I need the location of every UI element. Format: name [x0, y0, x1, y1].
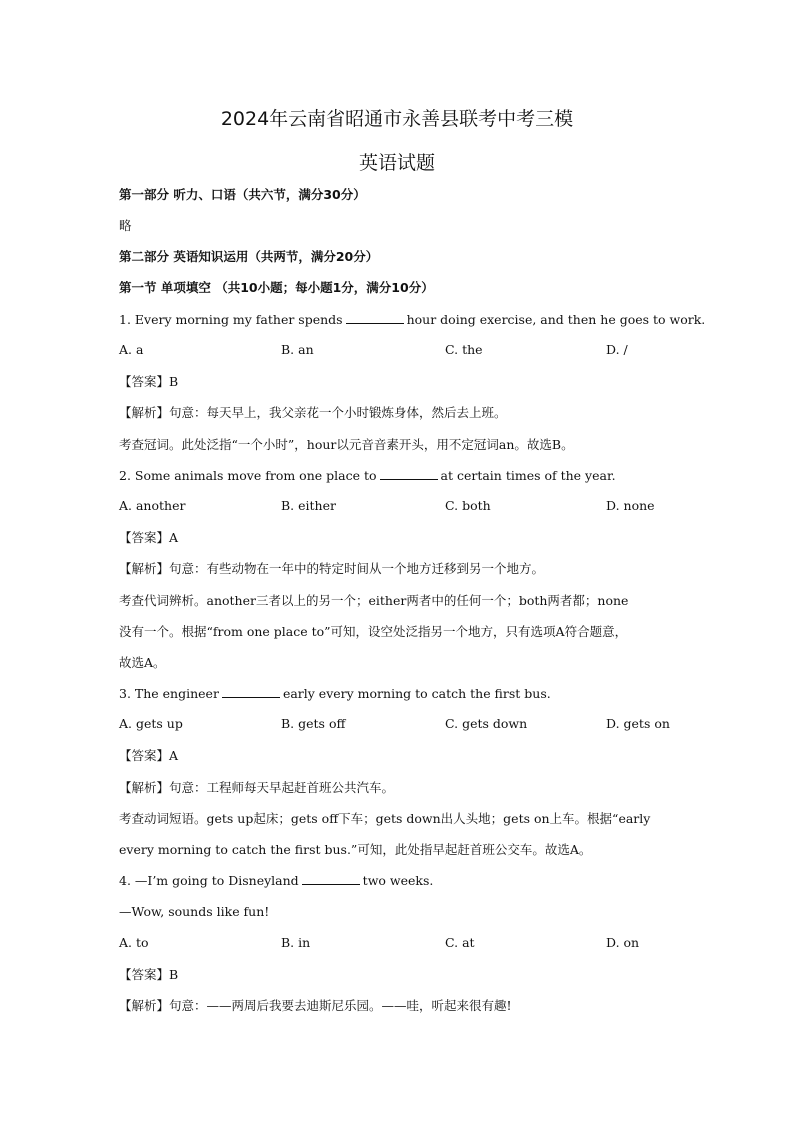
- question-stem: [119, 872, 679, 890]
- section1-heading: 第一节 单项填空 （共10小题；每小题1分，满分10分）: [119, 280, 434, 295]
- stem-after: two weeks.: [362, 873, 434, 888]
- analysis-line: 考查冠词。此处泛指“一个小时”，hour以元音音素开头，用不定冠词an。故选B。: [119, 437, 574, 452]
- option-d: D. none: [606, 498, 655, 513]
- stem-before: 1. Every morning my father spends: [119, 312, 343, 327]
- stem-after: hour doing exercise, and then he goes to work.: [406, 312, 706, 327]
- option-b: B. an: [281, 342, 314, 357]
- analysis-line: 【解析】句意：有些动物在一年中的特定时间从一个地方迁移到另一个地方。: [119, 561, 545, 576]
- answer-line: 【答案】A: [119, 530, 179, 545]
- answer-line: 【答案】B: [119, 967, 179, 982]
- option-d: D. /: [606, 342, 628, 357]
- option-d: D. gets on: [606, 716, 670, 731]
- analysis-line: 【解析】句意：工程师每天早起赶首班公共汽车。: [119, 780, 395, 795]
- option-c: C. at: [445, 935, 475, 950]
- option-a: A. gets up: [119, 716, 183, 731]
- part1-heading: 第一部分 听力、口语（共六节，满分30分）: [119, 187, 366, 202]
- analysis-line: 考查动词短语。gets up起床；gets off下车；gets down出人头地；gets on上车。根据“early: [119, 811, 651, 826]
- analysis-line: 【解析】句意：——两周后我要去迪斯尼乐园。——哇，听起来很有趣!: [119, 998, 512, 1013]
- answer-line: 【答案】B: [119, 374, 179, 389]
- option-b: B. in: [281, 935, 311, 950]
- answer-line: 【答案】A: [119, 748, 179, 763]
- part2-heading: 第二部分 英语知识运用（共两节，满分20分）: [119, 249, 379, 264]
- analysis-line: 考查代词辨析。another三者以上的另一个；either两者中的任何一个；both两者都；none: [119, 593, 629, 608]
- document-title: 2024年云南省昭通市永善县联考中考三模: [220, 108, 574, 130]
- stem-before: 4. —I’m going to Disneyland: [119, 873, 299, 888]
- option-d: D. on: [606, 935, 640, 950]
- option-c: C. the: [445, 342, 483, 357]
- analysis-line: 【解析】句意：每天早上，我父亲花一个小时锻炼身体，然后去上班。: [119, 405, 507, 420]
- stem-before: 2. Some animals move from one place to: [119, 468, 377, 483]
- option-a: A. another: [119, 498, 186, 513]
- question-stem: [119, 467, 679, 485]
- option-c: C. both: [445, 498, 491, 513]
- option-a: A. a: [119, 342, 144, 357]
- analysis-line: 没有一个。根据“from one place to”可知，设空处泛指另一个地方，只有选项A符合题意，: [119, 624, 628, 639]
- analysis-line: every morning to catch the first bus.”可知，此处指早起赶首班公交车。故选A。: [119, 842, 592, 857]
- option-b: B. gets off: [281, 716, 346, 731]
- answer-blank: [302, 873, 360, 885]
- option-b: B. either: [281, 498, 336, 513]
- question-stem: [119, 685, 679, 703]
- answer-blank: [346, 312, 404, 324]
- option-a: A. to: [119, 935, 149, 950]
- answer-blank: [380, 468, 438, 480]
- stem-after: early every morning to catch the first bus.: [282, 686, 551, 701]
- option-c: C. gets down: [445, 716, 528, 731]
- document-subtitle: 英语试题: [358, 152, 435, 174]
- analysis-line: 故选A。: [119, 655, 166, 670]
- stem-after: at certain times of the year.: [440, 468, 616, 483]
- answer-blank: [222, 686, 280, 698]
- question-stem-line2: —Wow, sounds like fun!: [119, 904, 270, 919]
- stem-before: 3. The engineer: [119, 686, 219, 701]
- question-stem: [119, 311, 706, 329]
- part1-body: 略: [119, 218, 132, 233]
